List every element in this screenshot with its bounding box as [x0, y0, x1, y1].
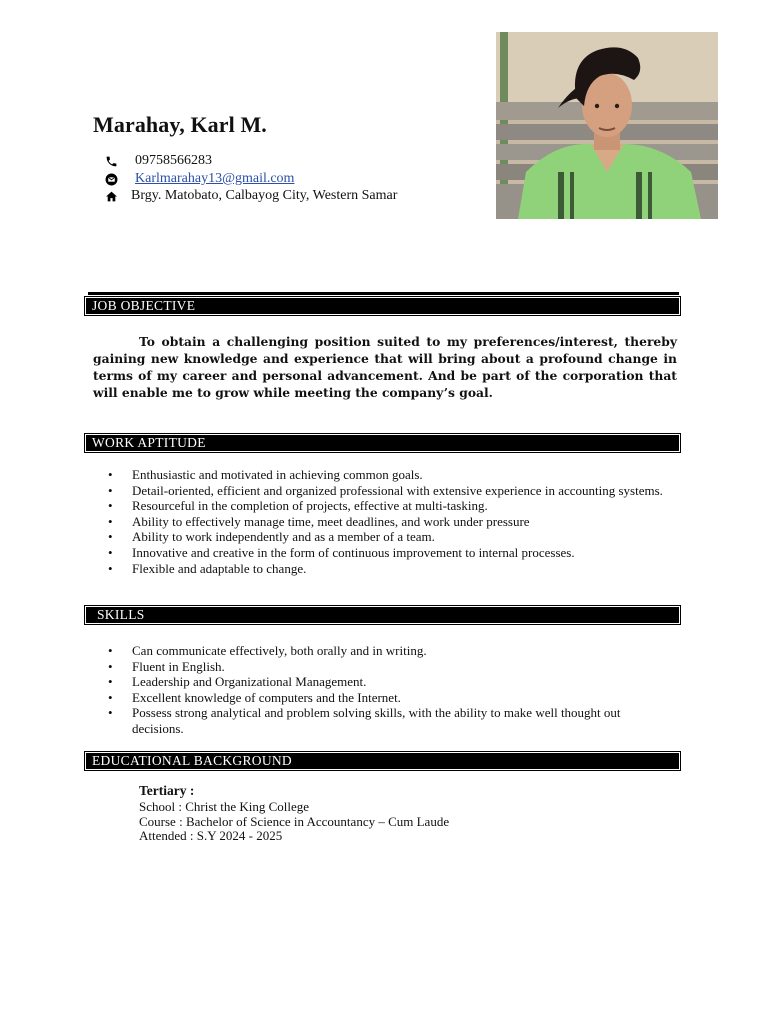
phone-icon	[104, 154, 118, 168]
education-course: Course : Bachelor of Science in Accountancy – Cum Laude	[139, 813, 450, 829]
bullet-icon: •	[108, 498, 113, 514]
education-attended: Attended : S.Y 2024 - 2025	[139, 828, 283, 844]
section-title-objective: JOB OBJECTIVE	[86, 298, 679, 314]
bullet-icon: •	[108, 705, 113, 721]
header-divider	[88, 292, 679, 295]
contact-email	[104, 171, 294, 187]
list-item: • Resourceful in the completion of projects, effective at multi-tasking.	[108, 498, 488, 514]
bullet-icon: •	[108, 643, 113, 658]
applicant-name: Marahay, Karl M.	[93, 112, 267, 137]
list-item: • Ability to effectively manage time, meet deadlines, and work under pressure	[108, 513, 530, 529]
bullet-icon: •	[108, 544, 113, 560]
list-item: • Detail-oriented, efficient and organized professional with extensive experience in accounting systems.	[108, 482, 663, 498]
bullet-icon: •	[108, 529, 113, 545]
work-aptitude-list	[104, 467, 664, 576]
objective-text: To obtain a challenging position suited to my preferences/interest, thereby gaining new knowledge and experience that will bring about a profound change in terms of my career and personal advancement. And be part of the corporation that will enable me to grow while meeting the company’s goal.	[93, 334, 677, 400]
list-item: • Enthusiastic and motivated in achieving common goals.	[108, 467, 423, 482]
section-title-education: EDUCATIONAL BACKGROUND	[86, 753, 679, 769]
list-item: • Possess strong analytical and problem solving skills, with the ability to make well thought out decisions.	[108, 705, 621, 736]
section-title-skills: SKILLS	[86, 607, 679, 623]
contact-address	[104, 188, 397, 204]
education-school: School : Christ the King College	[139, 798, 310, 814]
section-bar-work-aptitude	[84, 433, 681, 453]
education-block	[139, 784, 449, 844]
list-item: • Innovative and creative in the form of continuous improvement to internal processes.	[108, 544, 575, 560]
list-item: • Ability to work independently and as a member of a team.	[108, 529, 435, 545]
home-icon	[104, 189, 118, 203]
bullet-icon: •	[108, 658, 113, 674]
contact-phone	[104, 153, 212, 169]
section-title-work-aptitude: WORK APTITUDE	[86, 435, 679, 451]
phone-number: 09758566283	[135, 153, 212, 168]
list-item: • Flexible and adaptable to change.	[108, 560, 307, 576]
skills-list	[104, 643, 664, 737]
envelope-icon	[104, 172, 118, 186]
section-bar-skills	[84, 605, 681, 625]
list-item: • Can communicate effectively, both orally and in writing.	[108, 643, 427, 658]
bullet-icon: •	[108, 467, 113, 482]
bullet-icon: •	[108, 674, 113, 690]
section-bar-objective	[84, 296, 681, 316]
bullet-icon: •	[108, 482, 113, 498]
list-item: • Fluent in English.	[108, 658, 225, 674]
bullet-icon: •	[108, 689, 113, 705]
email-link[interactable]: Karlmarahay13@gmail.com	[135, 171, 295, 186]
section-bar-education	[84, 751, 681, 771]
bullet-icon: •	[108, 513, 113, 529]
profile-photo	[496, 32, 718, 219]
list-item: • Leadership and Organizational Management.	[108, 674, 367, 690]
education-level: Tertiary :	[139, 783, 195, 798]
list-item: • Excellent knowledge of computers and the Internet.	[108, 689, 401, 705]
address-text: Brgy. Matobato, Calbayog City, Western Samar	[131, 188, 398, 203]
bullet-icon: •	[108, 560, 113, 576]
